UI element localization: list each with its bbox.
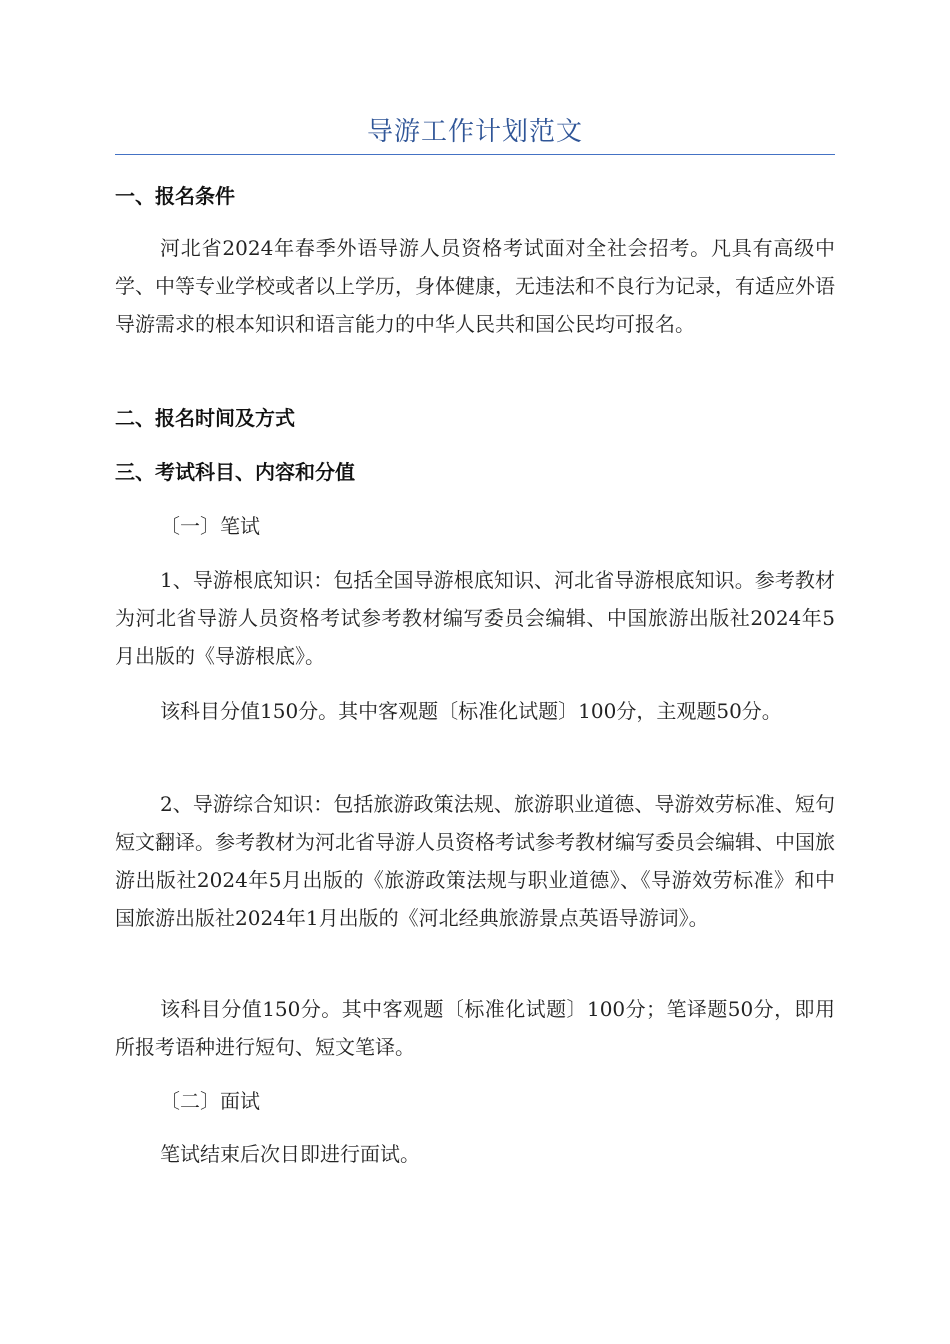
- written-item-1-score-paragraph: 该科目分值150分。其中客观题〔标准化试题〕100分，主观题50分。: [160, 699, 782, 723]
- written-item-2-score-paragraph: 该科目分值150分。其中客观题〔标准化试题〕100分；笔译题50分，即用所报考语种进行短句、短文笔译。: [115, 997, 835, 1059]
- section-heading-registration-conditions: 一、报名条件: [115, 184, 235, 208]
- interview-label: 〔二〕面试: [160, 1089, 260, 1113]
- written-item-1-paragraph: 1、导游根底知识：包括全国导游根底知识、河北省导游根底知识。参考教材为河北省导游人员资格考试参考教材编写委员会编辑、中国旅游出版社2024年5月出版的《导游根底》。: [115, 568, 835, 668]
- written-exam-label: 〔一〕笔试: [160, 514, 260, 538]
- document-title: 导游工作计划范文: [366, 117, 583, 147]
- section-heading-exam-subjects: 三、考试科目、内容和分值: [115, 460, 355, 484]
- title-underline: [115, 154, 835, 155]
- section-heading-registration-time: 二、报名时间及方式: [115, 406, 295, 430]
- written-item-2-paragraph: 2、导游综合知识：包括旅游政策法规、旅游职业道德、导游效劳标准、短句短文翻译。参考教材为河北省导游人员资格考试参考教材编写委员会编辑、中国旅游出版社2024年5月出版的《旅游政策法规与职业道德》、《导游效劳标准》和中国旅游出版社2024年1月出版的《河北经典旅游景点英语导游词》。: [115, 792, 835, 930]
- interview-paragraph: 笔试结束后次日即进行面试。: [160, 1142, 420, 1166]
- registration-conditions-paragraph: 河北省2024年春季外语导游人员资格考试面对全社会招考。凡具有高级中学、中等专业学校或者以上学历，身体健康，无违法和不良行为记录，有适应外语导游需求的根本知识和语言能力的中华人民共和国公民均可报名。: [115, 236, 835, 336]
